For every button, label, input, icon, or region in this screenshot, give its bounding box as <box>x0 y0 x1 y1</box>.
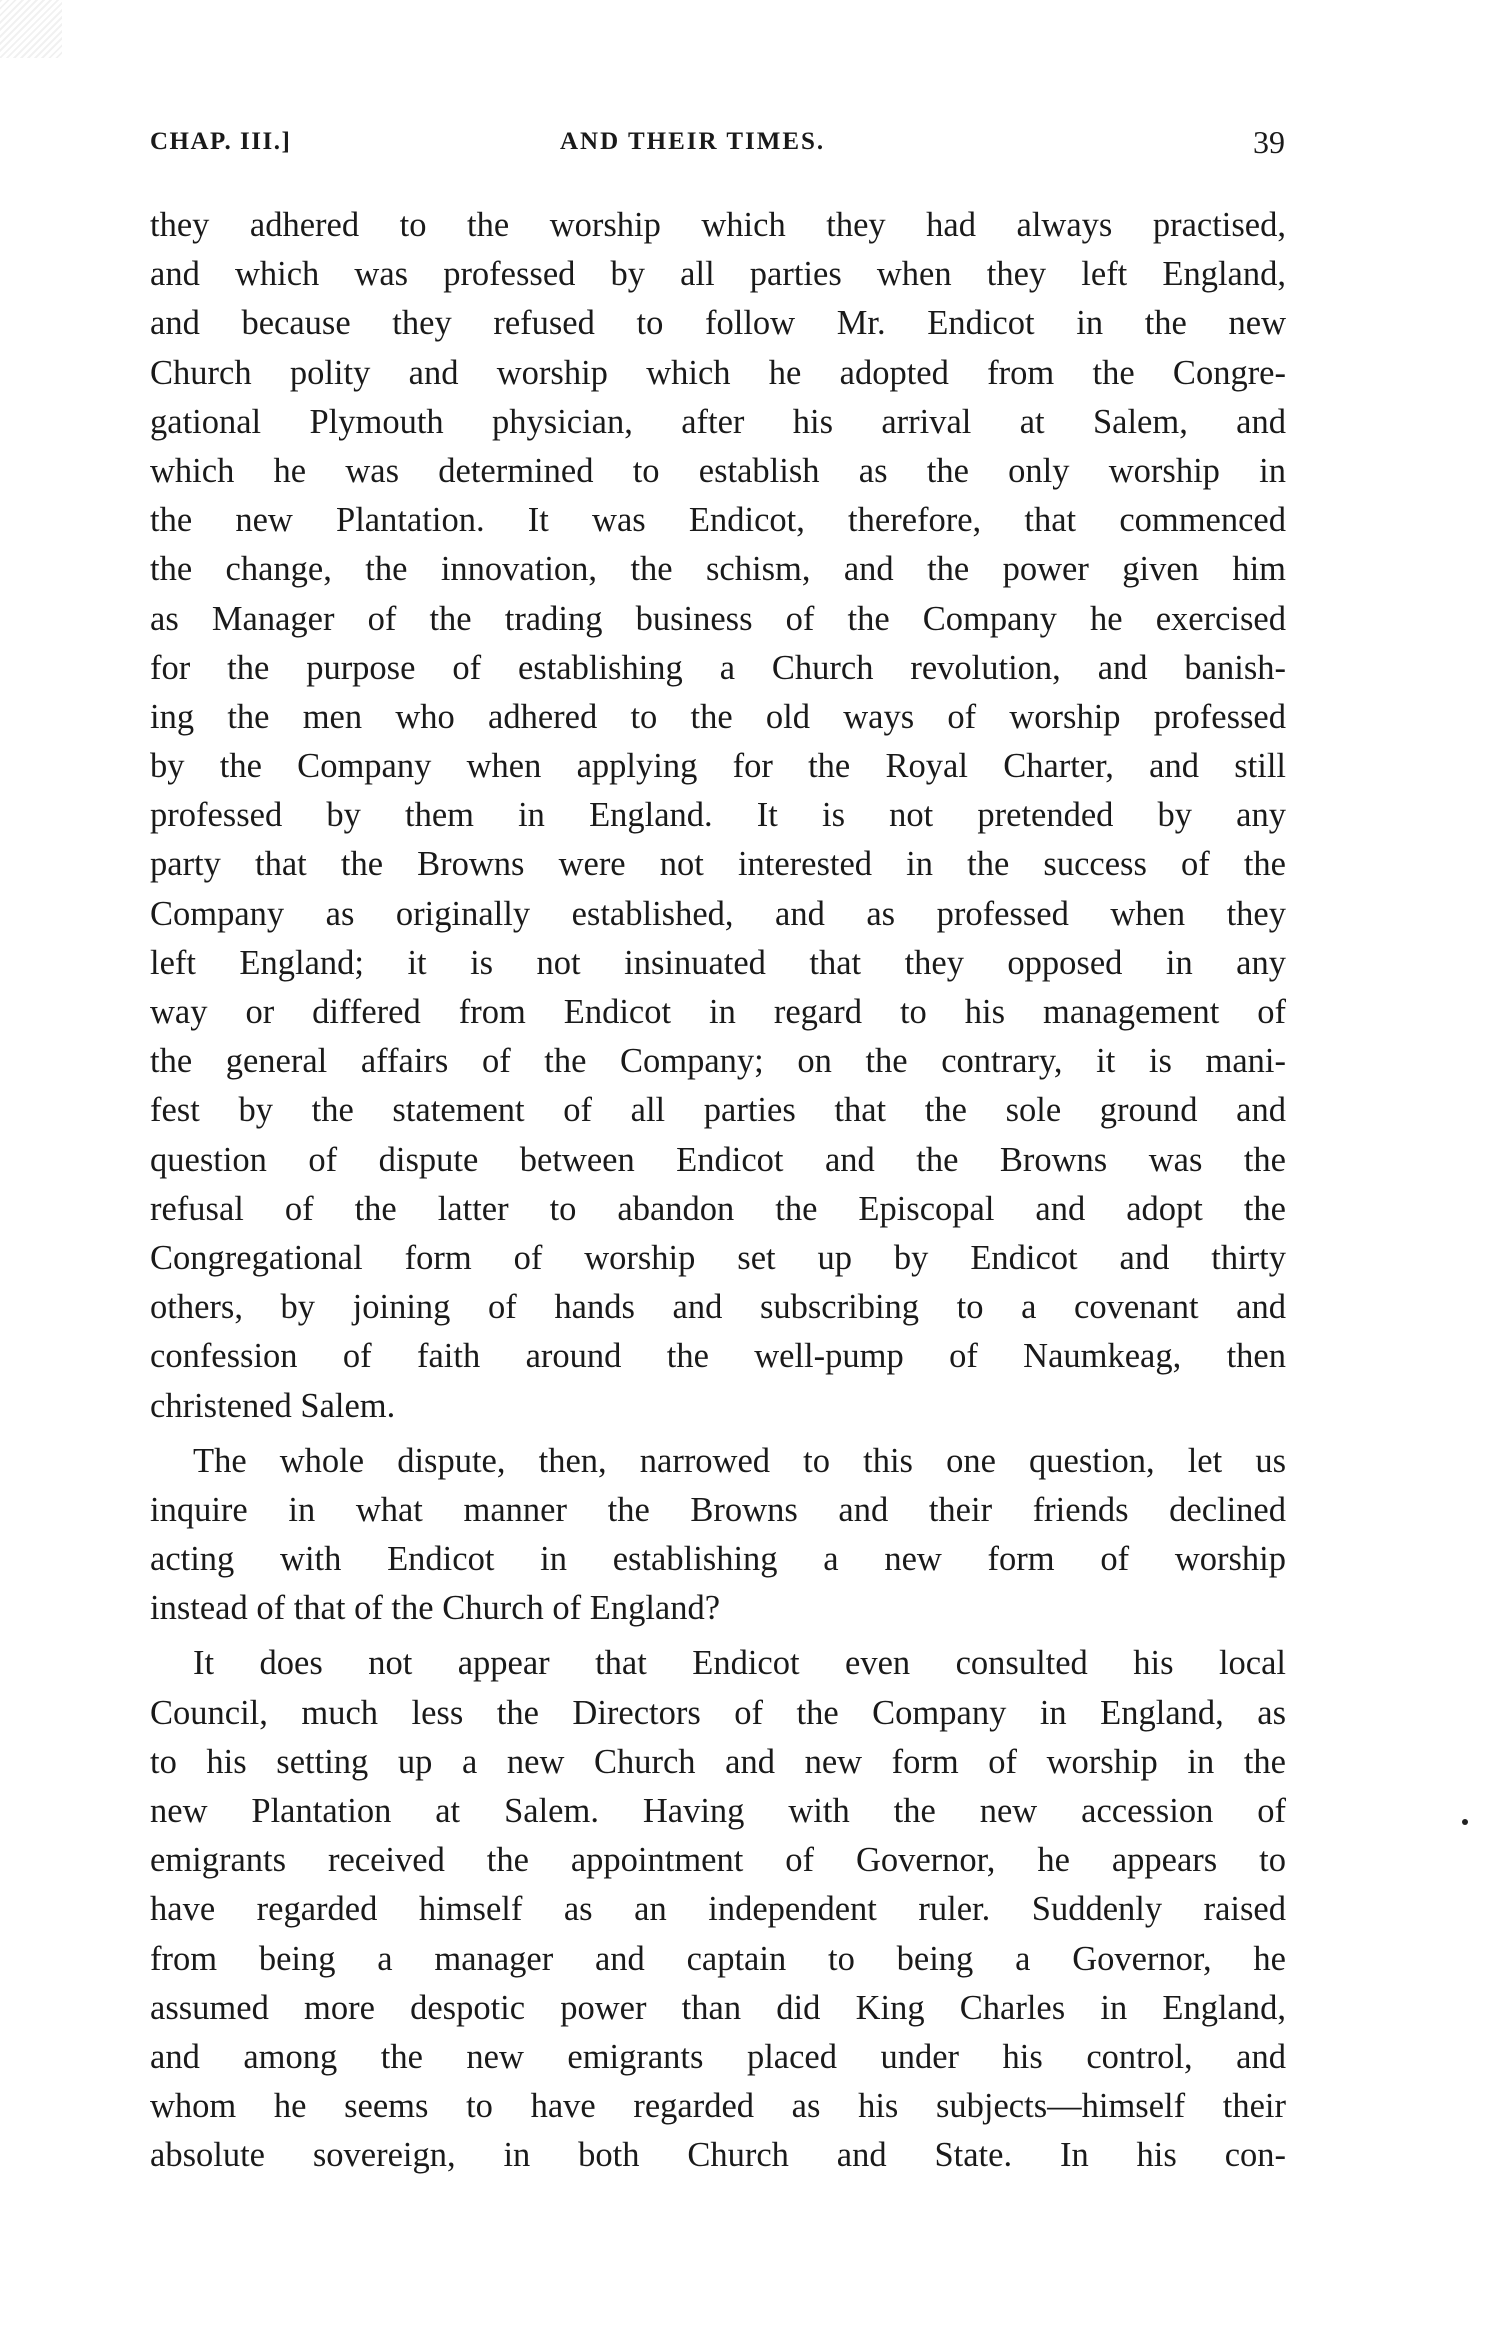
text-line: emigrants received the appointment of Governor, he appears to <box>150 1841 1286 1880</box>
text-line: the general affairs of the Company; on the contrary, it is mani- <box>150 1042 1286 1081</box>
text-line: Church polity and worship which he adopted from the Congre- <box>150 353 1286 392</box>
text-line: refusal of the latter to abandon the Episcopal and adopt the <box>150 1189 1286 1228</box>
text-line: gational Plymouth physician, after his arrival at Salem, and <box>150 402 1286 441</box>
text-line-paragraph-start: It does not appear that Endicot even consulted his local <box>193 1644 1286 1683</box>
text-line: as Manager of the trading business of the Company he exercised <box>150 599 1286 638</box>
text-line: Company as originally established, and as professed when they <box>150 894 1286 933</box>
text-line: inquire in what manner the Browns and their friends declined <box>150 1490 1286 1529</box>
text-line: confession of faith around the well-pump of Naumkeag, then <box>150 1337 1286 1376</box>
text-line: others, by joining of hands and subscribing to a covenant and <box>150 1288 1286 1327</box>
body-text <box>150 201 1286 2181</box>
text-line: Council, much less the Directors of the Company in England, as <box>150 1693 1286 1732</box>
text-line: and which was professed by all parties when they left England, <box>150 255 1286 294</box>
text-line: left England; it is not insinuated that they opposed in any <box>150 943 1286 982</box>
text-line: the change, the innovation, the schism, and the power given him <box>150 550 1286 589</box>
text-line: acting with Endicot in establishing a new form of worship <box>150 1540 1286 1579</box>
text-line: from being a manager and captain to being a Governor, he <box>150 1939 1286 1978</box>
text-line: for the purpose of establishing a Church revolution, and banish- <box>150 648 1286 687</box>
text-line: whom he seems to have regarded as his subjects—himself their <box>150 2087 1286 2126</box>
running-title: AND THEIR TIMES. <box>560 128 826 155</box>
page-number: 39 <box>1253 124 1285 160</box>
text-line-paragraph-end: instead of that of the Church of England? <box>150 1589 721 1628</box>
text-line: assumed more despotic power than did King Charles in England, <box>150 1988 1286 2027</box>
text-line: party that the Browns were not interested in the success of the <box>150 845 1286 884</box>
text-line: they adhered to the worship which they had always practised, <box>150 206 1286 244</box>
text-line: by the Company when applying for the Royal Charter, and still <box>150 747 1286 786</box>
text-line: the new Plantation. It was Endicot, therefore, that commenced <box>150 501 1286 540</box>
scan-corner-mark <box>0 0 62 58</box>
margin-ink-dot <box>1462 1819 1468 1825</box>
text-line-paragraph-end: christened Salem. <box>150 1386 396 1425</box>
text-line: professed by them in England. It is not pretended by any <box>150 796 1286 835</box>
text-line: fest by the statement of all parties that the sole ground and <box>150 1091 1286 1130</box>
text-line: to his setting up a new Church and new form of worship in the <box>150 1742 1286 1781</box>
text-line: absolute sovereign, in both Church and State. In his con- <box>150 2136 1286 2175</box>
text-line: question of dispute between Endicot and the Browns was the <box>150 1140 1286 1179</box>
text-line: and among the new emigrants placed under his control, and <box>150 2037 1286 2076</box>
text-line: and because they refused to follow Mr. Endicot in the new <box>150 304 1286 343</box>
chapter-label: CHAP. III.] <box>150 128 292 155</box>
text-line: ing the men who adhered to the old ways of worship professed <box>150 697 1286 736</box>
text-line: way or differed from Endicot in regard to his management of <box>150 993 1286 1031</box>
running-head <box>150 124 1285 168</box>
text-line: which he was determined to establish as the only worship in <box>150 451 1286 490</box>
text-line-paragraph-start: The whole dispute, then, narrowed to this one question, let us <box>193 1441 1286 1480</box>
text-line: Congregational form of worship set up by Endicot and thirty <box>150 1238 1286 1277</box>
text-line: new Plantation at Salem. Having with the new accession of <box>150 1792 1286 1830</box>
text-line: have regarded himself as an independent ruler. Suddenly raised <box>150 1890 1286 1929</box>
